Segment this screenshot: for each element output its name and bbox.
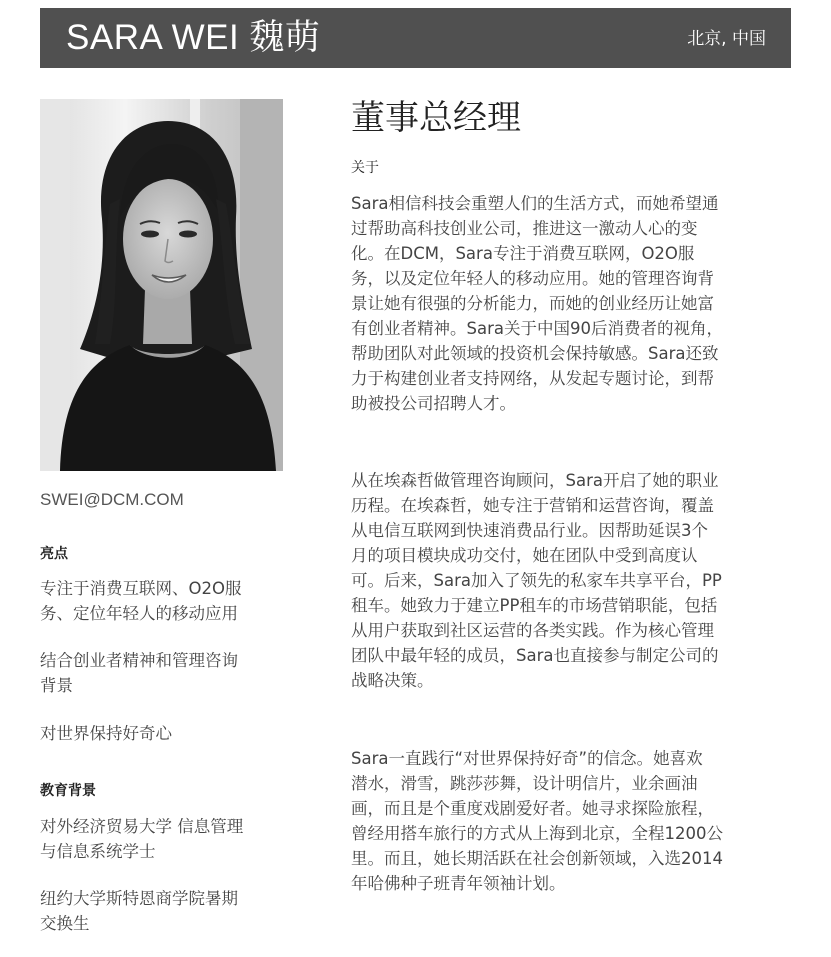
bio-line: 从电信互联网到快速消费品行业。因帮助延误3个 — [351, 521, 708, 540]
bio-paragraph — [351, 468, 791, 693]
bio-line: 景让她有很强的分析能力，而她的创业经历让她富 — [351, 294, 714, 313]
bio-line: 化。在DCM，Sara专注于消费互联网，O2O服 — [351, 244, 695, 263]
bio-line: 战略决策。 — [351, 671, 434, 690]
bio-line: 潜水，滑雪，跳莎莎舞，设计明信片，业余画油 — [351, 774, 698, 793]
bio-line: 过帮助高科技创业公司，推进这一激动人心的变 — [351, 219, 698, 238]
bio-line: 有创业者精神。Sara关于中国90后消费者的视角， — [351, 319, 723, 338]
highlight-item — [40, 721, 290, 746]
education-item — [40, 886, 290, 936]
email-link[interactable]: SWEI@DCM.COM — [40, 490, 184, 509]
education-item-line: 对外经济贸易大学 信息管理 — [40, 817, 244, 836]
bio-line: 曾经用搭车旅行的方式从上海到北京，全程1200公 — [351, 824, 723, 843]
highlight-item-line: 结合创业者精神和管理咨询 — [40, 651, 238, 670]
education-item — [40, 814, 290, 864]
page-header — [40, 8, 791, 68]
bio-line: 助被投公司招聘人才。 — [351, 394, 516, 413]
bio-line: 可。后来，Sara加入了领先的私家车共享平台，PP — [351, 571, 722, 590]
job-title: 董事总经理 — [351, 98, 521, 138]
education-heading: 教育背景 — [40, 783, 96, 799]
education-item-line: 与信息系统学士 — [40, 842, 156, 861]
bio-line: 从在埃森哲做管理咨询顾问，Sara开启了她的职业 — [351, 471, 719, 490]
highlight-item-line: 专注于消费互联网、O2O服 — [40, 579, 242, 598]
bio-line: Sara相信科技会重塑人们的生活方式，而她希望通 — [351, 194, 719, 213]
highlight-item-line: 背景 — [40, 676, 73, 695]
education-item-line: 交换生 — [40, 914, 90, 933]
highlight-item-line: 务、定位年轻人的移动应用 — [40, 604, 238, 623]
bio-line: 租车。她致力于建立PP租车的市场营销职能，包括 — [351, 596, 718, 615]
bio-line: 务，以及定位年轻人的移动应用。她的管理咨询背 — [351, 269, 714, 288]
about-heading: 关于 — [351, 160, 379, 176]
bio-paragraph — [351, 746, 791, 896]
person-name: SARA WEI 魏萌 — [66, 18, 321, 57]
bio-line: 里。而且，她长期活跃在社会创新领域，入选2014 — [351, 849, 723, 868]
bio-line: 历程。在埃森哲，她专注于营销和运营咨询，覆盖 — [351, 496, 714, 515]
portrait-photo — [40, 99, 283, 471]
bio-line: 月的项目模块成功交付，她在团队中受到高度认 — [351, 546, 698, 565]
highlight-item-line: 对世界保持好奇心 — [40, 724, 172, 743]
highlight-item — [40, 576, 290, 626]
bio-line: 力于构建创业者支持网络，从发起专题讨论，到帮 — [351, 369, 714, 388]
highlight-item — [40, 648, 290, 698]
location: 北京, 中国 — [687, 29, 766, 49]
bio-line: 团队中最年轻的成员，Sara也直接参与制定公司的 — [351, 646, 719, 665]
bio-line: Sara一直践行“对世界保持好奇”的信念。她喜欢 — [351, 749, 703, 768]
bio-line: 年哈佛种子班青年领袖计划。 — [351, 874, 566, 893]
education-item-line: 纽约大学斯特恩商学院暑期 — [40, 889, 238, 908]
highlights-heading: 亮点 — [40, 546, 68, 562]
bio-line: 画，而且是个重度戏剧爱好者。她寻求探险旅程， — [351, 799, 714, 818]
bio-line: 帮助团队对此领域的投资机会保持敏感。Sara还致 — [351, 344, 719, 363]
bio-line: 从用户获取到社区运营的各类实践。作为核心管理 — [351, 621, 714, 640]
bio-paragraph — [351, 191, 791, 416]
